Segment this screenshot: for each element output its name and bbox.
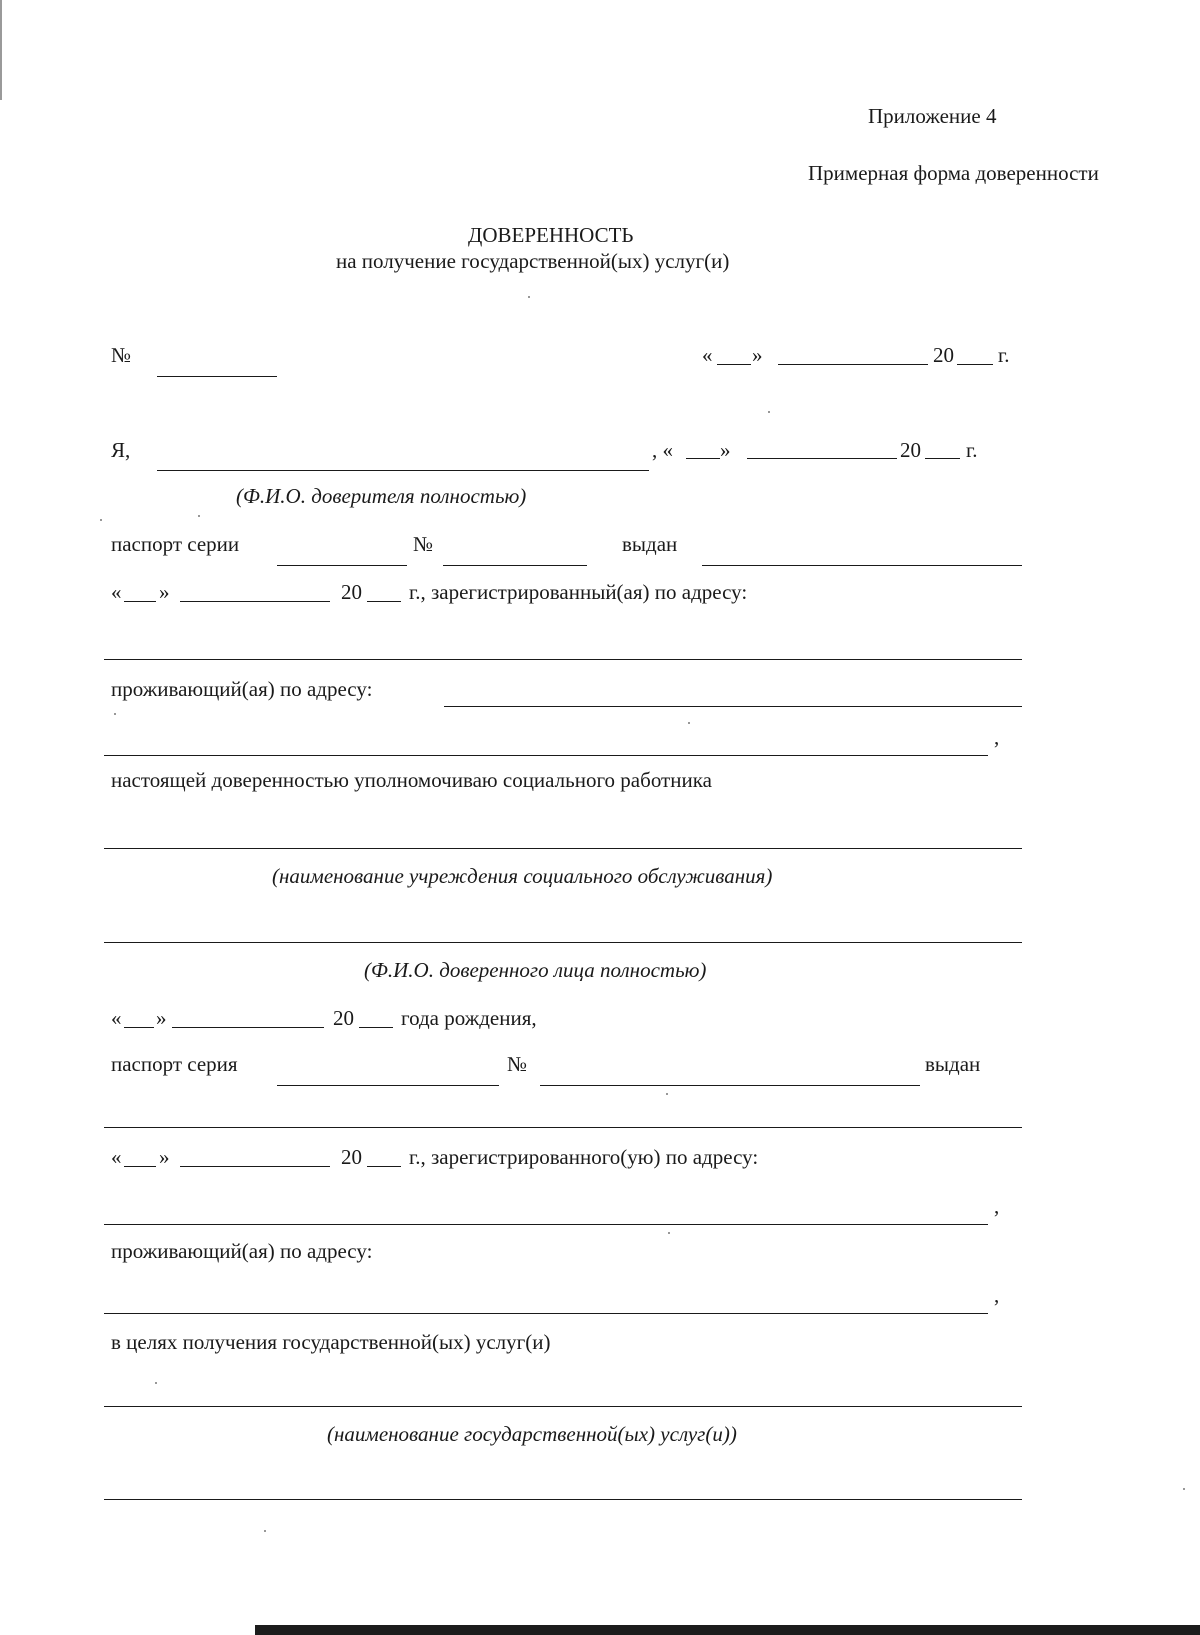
agent-issue-year-field[interactable] (367, 1166, 401, 1167)
scan-speck (528, 296, 530, 298)
agent-name-field[interactable] (104, 942, 1022, 943)
agent-birth-text: года рождения, (401, 1006, 537, 1030)
principal-issue-year-prefix: 20 (341, 580, 362, 604)
agent-passport-label: паспорт серия (111, 1052, 238, 1076)
institution-caption: (наименование учреждения социального обслуживания) (272, 864, 773, 888)
principal-issued-by-field[interactable] (702, 565, 1022, 566)
principal-issued-label: выдан (622, 532, 678, 556)
principal-residing-comma: , (994, 725, 1000, 749)
principal-passport-number-sign: № (413, 532, 434, 556)
year-suffix: г. (998, 343, 1010, 367)
document-number-field[interactable] (157, 376, 277, 377)
agent-birth-date-open: « (111, 1006, 122, 1030)
scan-speck (688, 722, 690, 724)
agent-birth-date-close: » (156, 1006, 167, 1030)
principal-issue-date-open: « (111, 580, 122, 604)
scan-speck (264, 1530, 266, 1532)
document-year-field[interactable] (957, 364, 993, 365)
institution-name-field[interactable] (104, 848, 1022, 849)
principal-name-field[interactable] (157, 470, 649, 471)
form-type-label: Примерная форма доверенности (808, 161, 1099, 185)
principal-residing-address-field-1[interactable] (444, 706, 1022, 707)
services-caption: (наименование государственной(ых) услуг(и)) (327, 1422, 737, 1446)
principal-date-open: , « (652, 438, 673, 462)
year-prefix: 20 (933, 343, 954, 367)
scan-speck (100, 519, 102, 521)
number-sign: № (111, 343, 132, 367)
principal-residing-address-field-2[interactable] (104, 755, 988, 756)
agent-issue-date-close: » (159, 1145, 170, 1169)
scan-bottom-edge (255, 1625, 1200, 1635)
scan-speck (666, 1093, 668, 1095)
agent-issue-year-prefix: 20 (341, 1145, 362, 1169)
scan-speck (114, 713, 116, 715)
agent-passport-series-field[interactable] (277, 1085, 499, 1086)
principal-residing-label: проживающий(ая) по адресу: (111, 677, 373, 701)
agent-birth-year-prefix: 20 (333, 1006, 354, 1030)
agent-passport-number-field[interactable] (540, 1085, 920, 1086)
principal-month-field[interactable] (747, 458, 897, 459)
agent-birth-month-field[interactable] (172, 1027, 324, 1028)
principal-passport-number-field[interactable] (443, 565, 587, 566)
agent-birth-day-field[interactable] (124, 1027, 154, 1028)
principal-day-field[interactable] (686, 458, 720, 459)
agent-issue-month-field[interactable] (180, 1166, 330, 1167)
agent-residing-address-field[interactable] (104, 1313, 988, 1314)
principal-issue-month-field[interactable] (180, 601, 330, 602)
agent-issued-by-field[interactable] (104, 1127, 1022, 1128)
date-quote-open: « (702, 343, 713, 367)
agent-issue-date-open: « (111, 1145, 122, 1169)
principal-year-field[interactable] (925, 458, 960, 459)
agent-passport-number-sign: № (507, 1052, 528, 1076)
document-month-field[interactable] (778, 364, 928, 365)
principal-issue-day-field[interactable] (124, 601, 156, 602)
principal-issue-date-close: » (159, 580, 170, 604)
authorization-text: настоящей доверенностью уполномочиваю социального работника (111, 768, 712, 792)
agent-birth-year-field[interactable] (359, 1027, 393, 1028)
scan-speck (668, 1232, 670, 1234)
principal-passport-series-field[interactable] (277, 565, 407, 566)
principal-registered-text: г., зарегистрированный(ая) по адресу: (409, 580, 748, 604)
principal-year-prefix: 20 (900, 438, 921, 462)
agent-registered-text: г., зарегистрированного(ую) по адресу: (409, 1145, 759, 1169)
agent-residing-comma: , (994, 1283, 1000, 1307)
date-quote-close: » (752, 343, 763, 367)
agent-residing-label: проживающий(ая) по адресу: (111, 1239, 373, 1263)
services-name-field-1[interactable] (104, 1406, 1022, 1407)
principal-date-close: » (720, 438, 731, 462)
principal-i-label: Я, (111, 438, 131, 462)
principal-issue-year-field[interactable] (367, 601, 401, 602)
purpose-text: в целях получения государственной(ых) услуг(и) (111, 1330, 551, 1354)
scan-left-edge (0, 0, 2, 100)
scan-speck (1183, 1488, 1185, 1490)
scan-speck (155, 1382, 157, 1384)
agent-issued-label: выдан (925, 1052, 981, 1076)
principal-passport-label: паспорт серии (111, 532, 240, 556)
document-day-field[interactable] (717, 364, 751, 365)
services-name-field-2[interactable] (104, 1499, 1022, 1500)
agent-name-caption: (Ф.И.О. доверенного лица полностью) (364, 958, 707, 982)
scan-speck (198, 515, 200, 517)
agent-registered-address-field[interactable] (104, 1224, 988, 1225)
appendix-label: Приложение 4 (868, 104, 997, 128)
agent-issue-day-field[interactable] (124, 1166, 156, 1167)
document-title: ДОВЕРЕННОСТЬ (468, 223, 634, 247)
document-subtitle: на получение государственной(ых) услуг(и) (336, 249, 730, 273)
principal-registered-address-field[interactable] (104, 659, 1022, 660)
scan-speck (768, 411, 770, 413)
principal-year-suffix: г. (966, 438, 978, 462)
agent-registered-comma: , (994, 1194, 1000, 1218)
principal-name-caption: (Ф.И.О. доверителя полностью) (236, 484, 527, 508)
